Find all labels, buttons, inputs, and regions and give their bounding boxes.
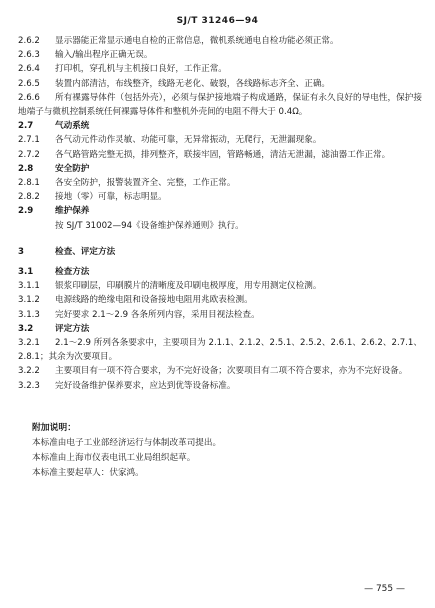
section-2-7-heading <box>18 119 422 133</box>
clause-2-6-6 <box>18 91 422 119</box>
section-number: 2.8 <box>18 163 34 174</box>
clause-number: 2.8.1 <box>18 178 40 189</box>
section-3-1-heading <box>18 265 422 279</box>
section-3-heading <box>18 245 422 259</box>
clause-number: 3.2.2 <box>18 366 40 377</box>
clause-text: 主要项目有一项不符合要求，为不完好设备；次要项目有二项不符合要求，亦为不完好设备。 <box>55 366 408 377</box>
section-number: 2.9 <box>18 206 34 217</box>
clause-text: 所有裸露导体件（包括外壳），必须与保护接地端子构成通路，保证有永久良好的导电性，保护接地端子与微机控制系统任何裸露导体件和整机外壳间的电阻不得大于 0.4Ω。 <box>18 92 422 118</box>
clause-number: 2.6.6 <box>18 92 40 103</box>
section-title: 安全防护 <box>55 163 90 174</box>
clause-number: 2.6.4 <box>18 64 40 75</box>
clause-text: 装置内部清洁，布线整齐，线路无老化、破裂，各线路标志齐全、正确。 <box>55 78 331 89</box>
section-number: 2.7 <box>18 121 34 132</box>
section-title: 评定方法 <box>55 323 90 334</box>
clause-2-6-5 <box>18 77 422 91</box>
section-number: 3.1 <box>18 267 34 278</box>
clause-number: 3.2.3 <box>18 380 40 391</box>
clause-number: 2.6.3 <box>18 50 40 61</box>
section-title: 维护保养 <box>55 206 90 217</box>
clause-text: 显示器能正常显示通电自检的正常信息，微机系统通电自检功能必须正常。 <box>55 36 339 46</box>
clause-number: 2.7.2 <box>18 149 40 160</box>
clause-2-8-2 <box>18 190 422 204</box>
clause-3-2-1 <box>18 336 422 364</box>
clause-text: 各气动元件动作灵敏、功能可靠，无异常振动，无爬行，无泄漏现象。 <box>55 135 322 146</box>
clause-text: 接地（零）可靠，标志明显。 <box>55 192 167 203</box>
clause-text: 完好设备维护保养要求，应达到优等设备标准。 <box>55 380 236 391</box>
section-title: 检查方法 <box>55 267 90 278</box>
clause-2-6-4 <box>18 62 422 76</box>
section-2-9-heading <box>18 204 422 218</box>
clause-number: 2.8.2 <box>18 192 40 203</box>
section-2-8-heading <box>18 162 422 176</box>
clause-text: 输入/输出程序正确无误。 <box>55 50 153 61</box>
clause-number: 3.2.1 <box>18 338 40 349</box>
clause-3-1-3 <box>18 308 422 322</box>
clause-number: 2.7.1 <box>18 135 40 146</box>
clause-number: 2.6.2 <box>18 36 40 46</box>
clause-number: 3.1.1 <box>18 281 40 292</box>
clause-text: 打印机，穿孔机与主机接口良好，工作正常。 <box>55 64 227 75</box>
note-line: 本标准由电子工业部经济运行与体制改革司提出。 <box>32 437 222 448</box>
page-number: — 755 — <box>364 584 405 594</box>
section-2-9-text: 按 SJ/T 31002—94《设备维护保养通则》执行。 <box>55 220 244 231</box>
section-3-2-heading <box>18 322 422 336</box>
clause-3-1-1 <box>18 279 422 293</box>
note-line: 本标准主要起草人：伏家鸿。 <box>32 467 144 478</box>
document-header: SJ/T 31246—94 <box>176 16 259 26</box>
clause-number: 3.1.3 <box>18 309 40 320</box>
clause-text: 电源线路的绝缘电阻和设备接地电阻用兆欧表检测。 <box>55 295 253 306</box>
clause-2-8-1 <box>18 176 422 190</box>
clause-2-6-2 <box>18 34 422 48</box>
clause-text: 各安全防护，报警装置齐全、完整，工作正常。 <box>55 178 236 189</box>
note-line: 本标准由上海市仪表电讯工业局组织起草。 <box>32 452 196 463</box>
section-title: 检查、评定方法 <box>55 246 116 257</box>
clause-2-7-2 <box>18 148 422 162</box>
section-number: 3.2 <box>18 323 34 334</box>
clause-number: 3.1.2 <box>18 295 40 306</box>
clause-text: 2.1～2.9 所列各条要求中，主要项目为 2.1.1、2.1.2、2.5.1、2.5.2、2.6.1、2.6.2、2.7.1、2.8.1；其余为次要项目。 <box>18 338 422 363</box>
clause-text: 银浆印刷层，印刷膜片的清晰度及印刷电极厚度，用专用测定仪检测。 <box>55 281 322 292</box>
clause-text: 完好要求 2.1～2.9 各条所列内容，采用目视法检查。 <box>55 309 260 320</box>
clause-3-2-2 <box>18 364 422 378</box>
clause-2-7-1 <box>18 133 422 147</box>
notes-title: 附加说明： <box>32 422 76 433</box>
clause-text: 各气路管路完整无损，排列整齐，联接牢固，管路畅通，清洁无泄漏，滤油器工作正常。 <box>55 149 391 160</box>
document-body <box>18 34 422 481</box>
section-number: 3 <box>18 246 24 257</box>
clause-2-6-3 <box>18 48 422 62</box>
clause-3-2-3 <box>18 379 422 393</box>
clause-number: 2.6.5 <box>18 78 40 89</box>
section-title: 气动系统 <box>55 121 90 132</box>
clause-3-1-2 <box>18 293 422 307</box>
